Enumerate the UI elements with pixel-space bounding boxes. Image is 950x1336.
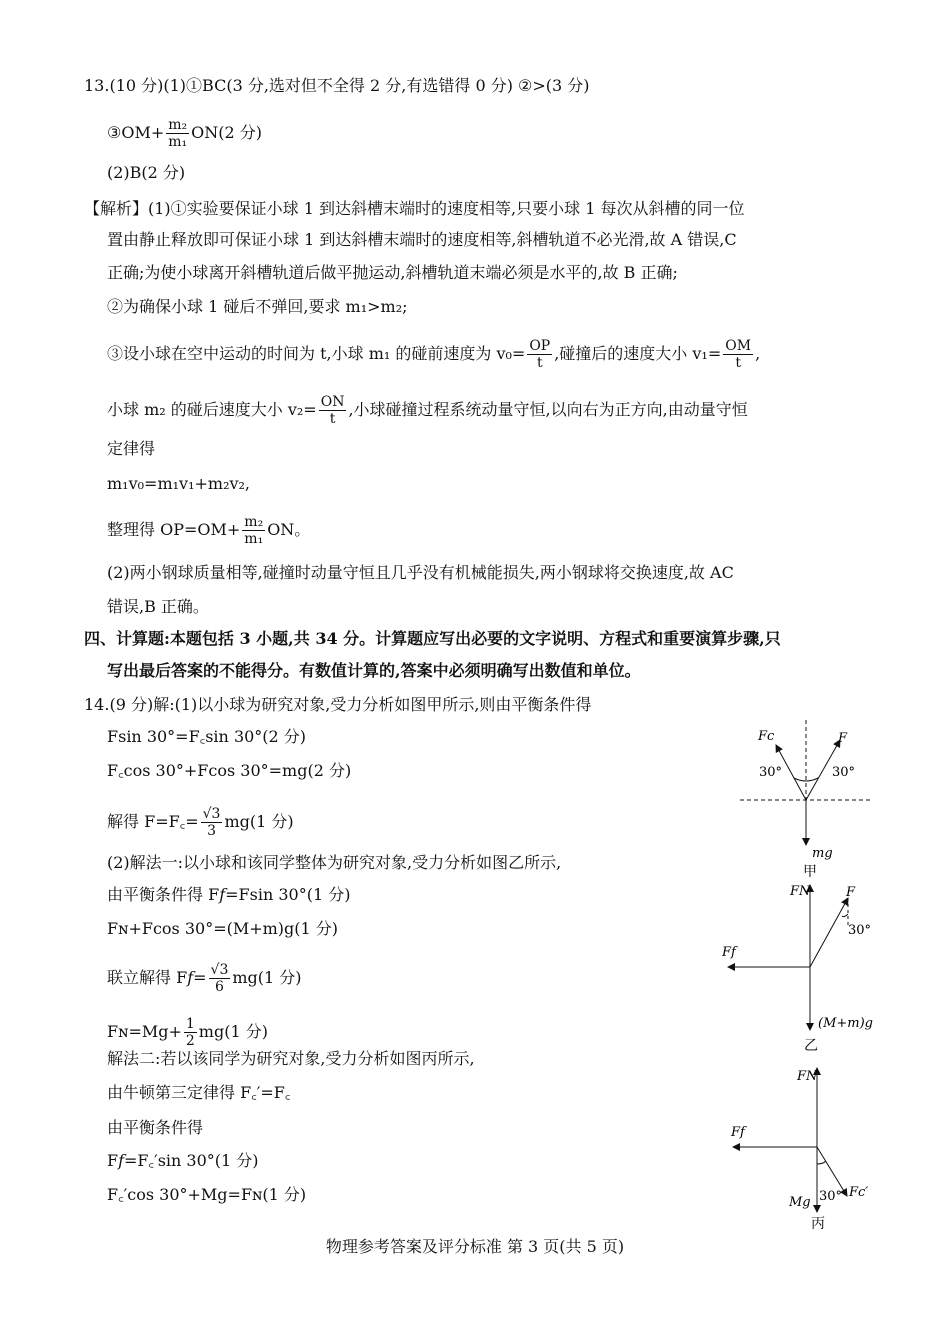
analysis-line [107,394,748,427]
figure-caption: 乙 [804,1038,818,1054]
denominator: t [735,355,741,371]
q13-answer-2: (2)B(2 分) [107,163,186,182]
q13-answer-3 [107,117,262,150]
angle-arc [842,914,848,917]
text: mg(1 分) [198,1022,268,1041]
fraction [184,1016,197,1049]
analysis-line: 正确;为使小球离开斜槽轨道后做平抛运动,斜槽轨道末端必须是水平的,故 B 正确; [107,263,678,282]
angle-arc [817,1161,826,1164]
fraction [201,806,223,839]
text: ON。 [267,520,311,539]
numerator: √3 [210,962,229,978]
text: mg(1 分) [232,968,302,987]
ff-label: Ff [731,1125,745,1140]
denominator: m₁ [244,531,264,547]
denominator: 3 [207,823,217,839]
analysis-line [107,514,310,547]
section-heading: 写出最后答案的不能得分。有数值计算的,答案中必须明确写出数值和单位。 [107,661,641,680]
fn-label: FN [790,884,811,899]
text: 联立解得 F𝑓= [107,968,207,987]
fn-label: FN [797,1069,818,1084]
numerator: ON [320,394,345,410]
equation: 由平衡条件得 F𝑓=Fsin 30°(1 分) [107,885,351,904]
equation: 由牛顿第三定律得 F꜀′=F꜀ [107,1083,291,1102]
analysis-line: 定律得 [107,439,156,458]
analysis-line: (2)两小钢球质量相等,碰撞时动量守恒且几乎没有机械能损失,两小钢球将交换速度,故 AC [107,563,734,582]
equation: Fɴ+Fcos 30°=(M+m)g(1 分) [107,919,339,938]
text: 解得 F=F꜀= [107,812,199,831]
text: 整理得 OP=OM+ [107,520,241,539]
angle-right-label: 30° [832,765,856,780]
analysis-line: 【解析】(1)①实验要保证小球 1 到达斜槽末端时的速度相等,只要小球 1 每次从斜槽的同一位 [84,199,745,218]
figure-caption: 甲 [803,864,817,880]
analysis-line: ②为确保小球 1 碰后不弹回,要求 m₁>m₂; [107,297,408,316]
equation: F꜀′cos 30°+Mg=Fɴ(1 分) [107,1185,307,1204]
ff-label: Ff [722,945,736,960]
force-diagram-jia [740,720,890,880]
q13-heading: 13.(10 分)(1)①BC(3 分,选对但不全得 2 分,有选错得 0 分) ②>(3 分) [84,76,590,95]
angle-left-label: 30° [759,765,783,780]
analysis-equation: m₁v₀=m₁v₁+m₂v₂, [107,474,251,493]
fraction [723,338,753,371]
text: , [755,344,761,363]
denominator: 6 [214,979,224,995]
solution-line: 解法二:若以该同学为研究对象,受力分析如图丙所示, [107,1049,475,1068]
numerator: √3 [202,806,221,822]
analysis-line: 错误,B 正确。 [107,597,209,616]
f-label: F [846,885,856,900]
fraction [242,514,265,547]
fc-prime-label: Fc′ [849,1185,869,1200]
force-diagram-yi [718,880,888,1054]
fc-label: Fc [758,729,775,744]
force-diagram-bing [725,1060,885,1240]
denominator: t [329,411,336,427]
section-heading: 四、计算题:本题包括 3 小题,共 34 分。计算题应写出必要的文字说明、方程式和重要演算步骤,只 [84,629,781,648]
text: ③设小球在空中运动的时间为 t,小球 m₁ 的碰前速度为 v₀= [107,344,526,363]
q14-heading: 14.(9 分)解:(1)以小球为研究对象,受力分析如图甲所示,则由平衡条件得 [84,695,592,714]
figure-caption: 丙 [811,1216,825,1232]
solution-line: (2)解法一:以小球和该同学整体为研究对象,受力分析如图乙所示, [107,853,562,872]
numerator: OP [529,338,551,354]
f-label: F [838,731,848,746]
mg-label: mg [812,846,833,861]
denominator: 2 [185,1033,195,1049]
fraction [527,338,552,371]
denominator: m₁ [168,134,188,150]
text: ON(2 分) [191,123,263,142]
fraction [166,117,189,150]
numerator: m₂ [244,514,264,530]
analysis-line: 置由静止释放即可保证小球 1 到达斜槽末端时的速度相等,斜槽轨道不必光滑,故 A 错误,C [107,230,737,249]
text: Fɴ=Mg+ [107,1022,182,1041]
fraction [209,962,231,995]
text: mg(1 分) [224,812,294,831]
text: ,小球碰撞过程系统动量守恒,以向右为正方向,由动量守恒 [348,400,748,419]
fraction [319,394,347,427]
text: ③OM+ [107,123,165,142]
equation: F꜀cos 30°+Fcos 30°=mg(2 分) [107,761,352,780]
weight-label: (M+m)g [818,1016,873,1031]
solution-line: 由平衡条件得 [107,1118,204,1137]
denominator: t [536,355,543,371]
analysis-line [107,338,760,371]
angle-label: 30° [819,1189,843,1204]
equation: Fsin 30°=F꜀sin 30°(2 分) [107,727,307,746]
angle-label: 30° [848,923,872,938]
equation [107,1016,268,1049]
numerator: m₂ [168,117,188,133]
equation [107,962,302,995]
page-footer: 物理参考答案及评分标准 第 3 页(共 5 页) [325,1237,625,1256]
text: ,碰撞后的速度大小 v₁= [554,344,722,363]
mg-label: Mg [789,1195,811,1210]
f-arrow [810,898,848,967]
text: 小球 m₂ 的碰后速度大小 v₂= [107,400,317,419]
numerator: OM [725,338,752,354]
numerator: 1 [185,1016,195,1032]
equation: F𝑓=F꜀′sin 30°(1 分) [107,1151,259,1170]
equation [107,806,294,839]
